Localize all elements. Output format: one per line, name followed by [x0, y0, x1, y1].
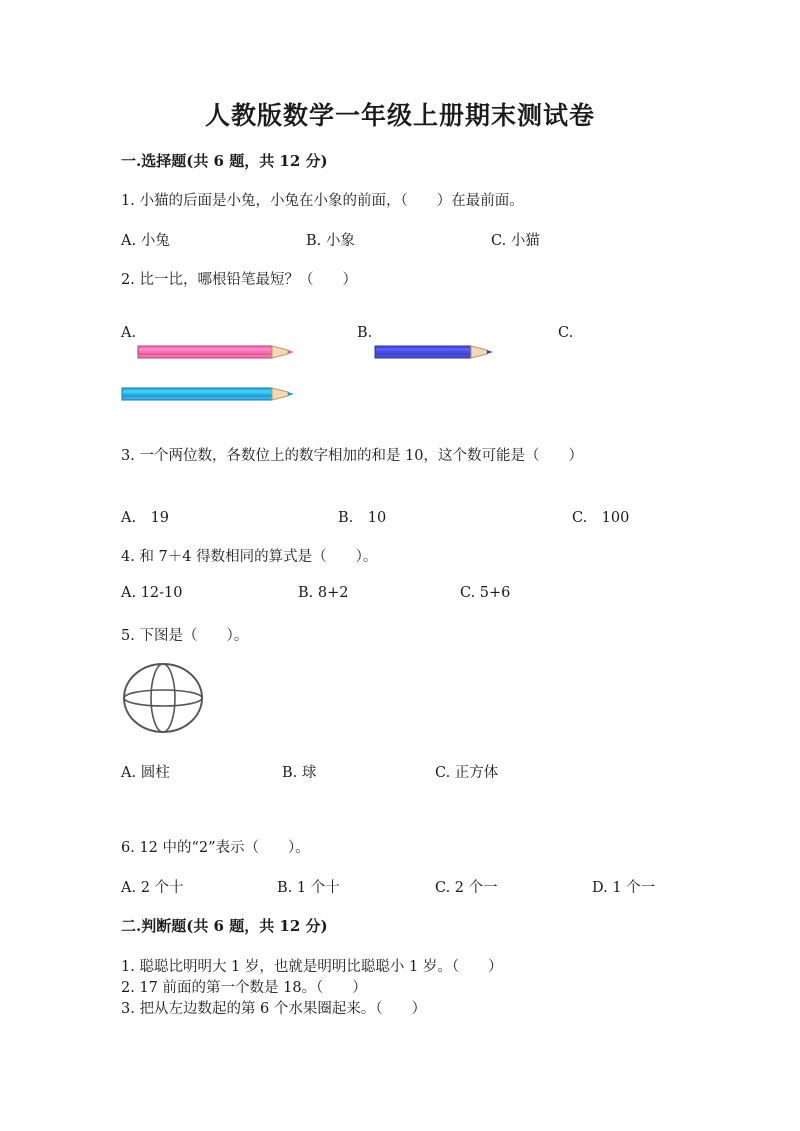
q5-option-c: C. 正方体 — [435, 765, 499, 781]
pencil-body-group — [138, 346, 294, 358]
pencil-lead — [288, 392, 294, 396]
q5-option-a: A. 圆柱 — [121, 765, 170, 781]
pencil-highlight — [139, 348, 271, 351]
q4-option-c: C. 5+6 — [460, 585, 511, 601]
q1-option-b: B. 小象 — [306, 233, 355, 249]
judgement-question-3: 3. 把从左边数起的第 6 个水果圈起来。（ ） — [121, 1001, 427, 1017]
q3-option-a: A. 19 — [121, 510, 170, 526]
judgement-question-1: 1. 聪聪比明明大 1 岁，也就是明明比聪聪小 1 岁。（ ） — [121, 959, 503, 975]
section-heading-judgement: 二.判断题(共 6 题，共 12 分) — [121, 917, 328, 935]
sphere-icon — [122, 662, 204, 734]
pencil-highlight — [123, 390, 271, 393]
question-3: 3. 一个两位数，各数位上的数字相加的和是 10，这个数可能是（ ） — [121, 448, 584, 464]
question-5: 5. 下图是（ ）。 — [121, 628, 249, 644]
question-6: 6. 12 中的“2”表示（ ）。 — [121, 840, 310, 856]
question-1: 1. 小猫的后面是小兔，小兔在小象的前面，（ ）在最前面。 — [121, 193, 524, 209]
pencil-b-icon — [375, 344, 493, 360]
q1-option-c: C. 小猫 — [491, 233, 540, 249]
q6-option-a: A. 2 个十 — [121, 880, 184, 896]
q2-option-a: A. — [121, 325, 137, 341]
pencil-wood-tip — [272, 388, 288, 400]
pencil-lead — [487, 350, 493, 354]
pencil-highlight — [376, 348, 470, 351]
q1-option-a: A. 小兔 — [121, 233, 170, 249]
pencil-lead — [288, 350, 294, 354]
pencil-wood-tip — [272, 346, 288, 358]
pencil-body — [122, 388, 272, 400]
q4-option-a: A. 12-10 — [121, 585, 183, 601]
pencil-a-icon — [138, 344, 294, 360]
q6-option-b: B. 1 个十 — [277, 880, 340, 896]
q3-option-c: C. 100 — [572, 510, 630, 526]
pencil-body-group — [375, 346, 493, 358]
question-2: 2. 比一比，哪根铅笔最短？（ ） — [121, 272, 357, 288]
q4-option-b: B. 8+2 — [298, 585, 349, 601]
page-title: 人教版数学一年级上册期末测试卷 — [204, 101, 595, 130]
question-4: 4. 和 7＋4 得数相同的算式是（ ）。 — [121, 549, 378, 565]
section-heading-choice: 一.选择题(共 6 题，共 12 分) — [121, 152, 328, 170]
q3-option-b: B. 10 — [338, 510, 387, 526]
pencil-wood-tip — [471, 346, 487, 358]
q2-option-c: C. — [558, 325, 574, 341]
q5-option-b: B. 球 — [282, 765, 317, 781]
pencil-body-group — [122, 388, 294, 400]
pencil-body — [138, 346, 272, 358]
pencil-c-icon — [122, 386, 294, 402]
pencil-body — [375, 346, 471, 358]
q6-option-d: D. 1 个一 — [592, 880, 656, 896]
q2-option-b: B. — [357, 325, 373, 341]
q6-option-c: C. 2 个一 — [435, 880, 498, 896]
judgement-question-2: 2. 17 前面的第一个数是 18。（ ） — [121, 980, 367, 996]
